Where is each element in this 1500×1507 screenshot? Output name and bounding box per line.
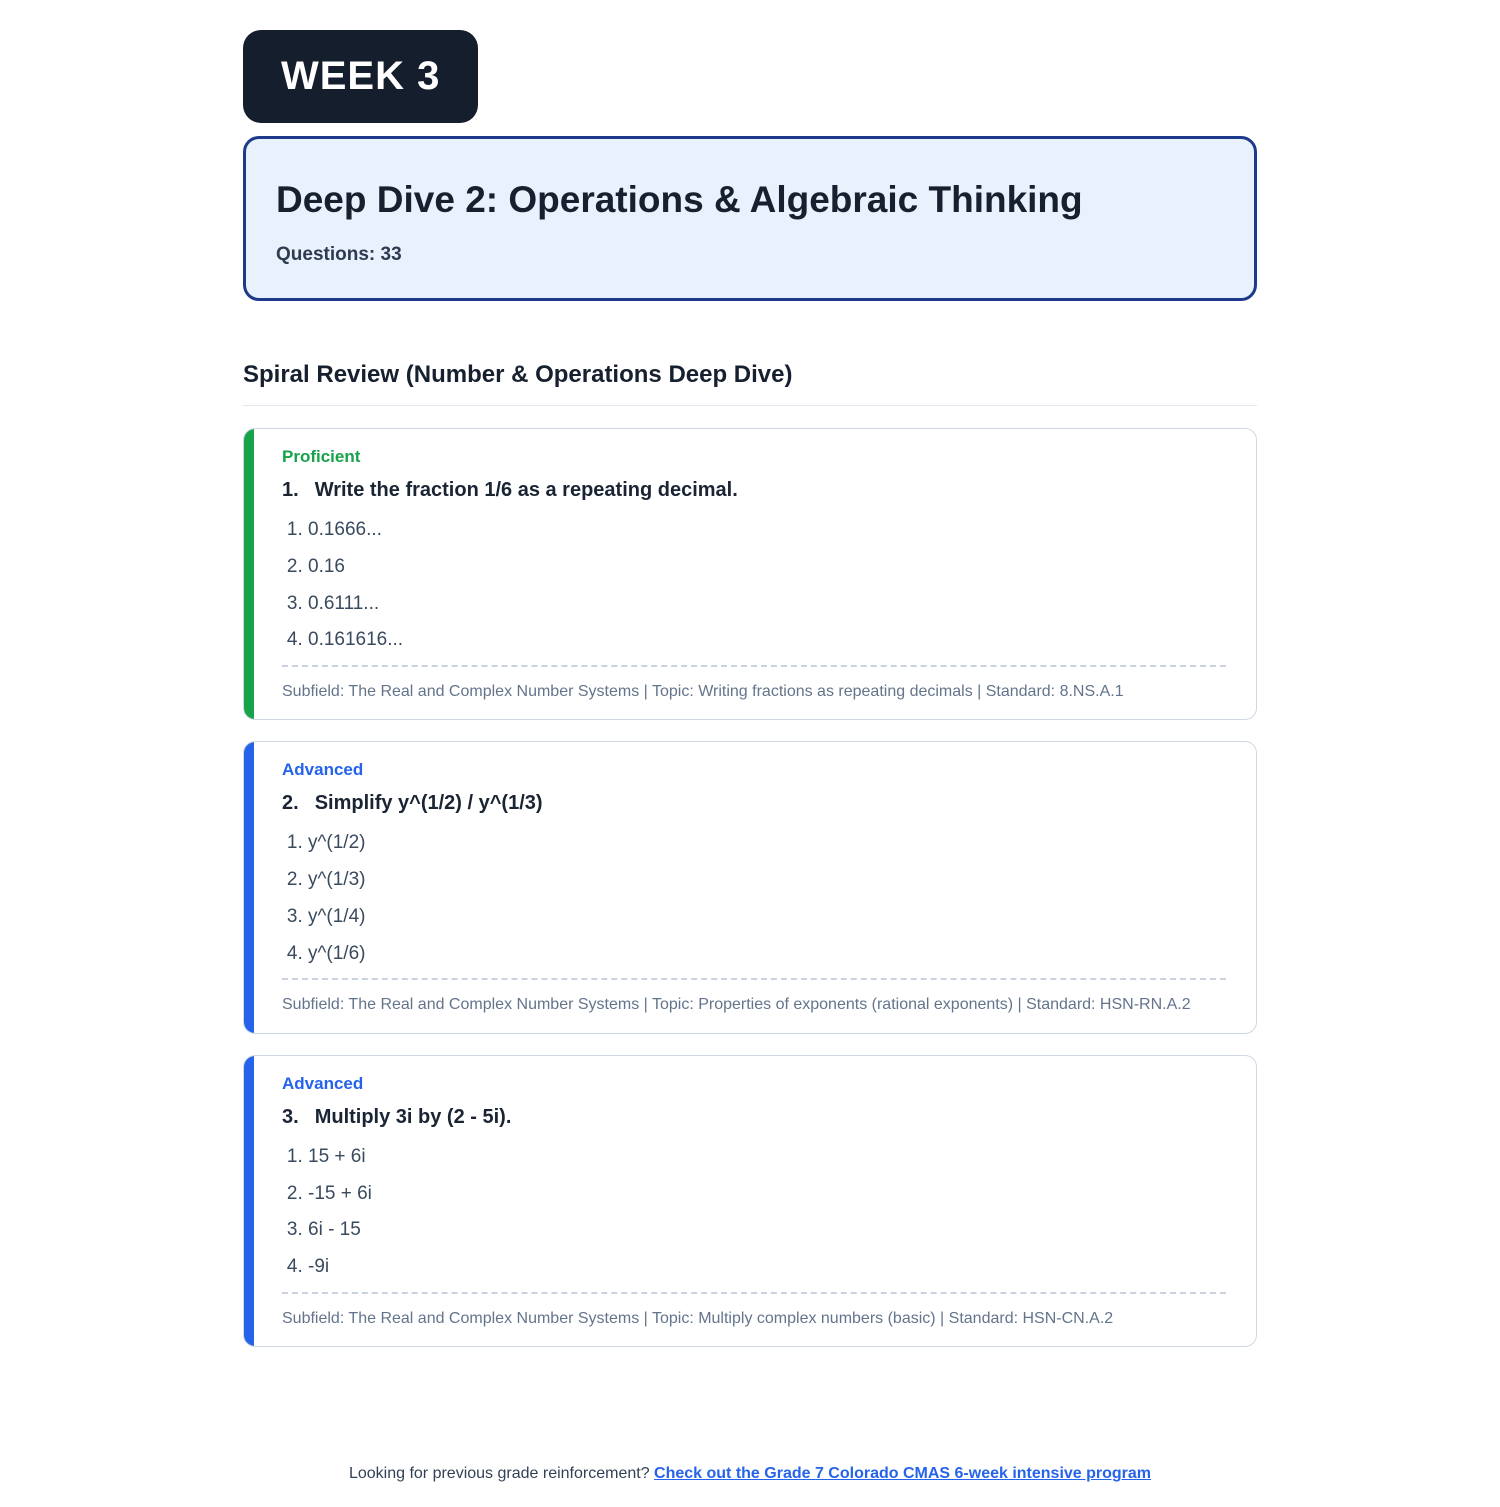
card-divider xyxy=(282,665,1226,667)
answer-option: 2. -15 + 6i xyxy=(308,1182,1226,1206)
question-number: 2. xyxy=(282,792,299,815)
difficulty-bar xyxy=(244,742,254,1032)
question-card-1 xyxy=(243,428,1257,720)
assignment-title: Deep Dive 2: Operations & Algebraic Thinking xyxy=(276,179,1083,220)
difficulty-bar xyxy=(244,429,254,719)
answer-option: 3. y^(1/4) xyxy=(308,905,1226,929)
answer-option: 4. -9i xyxy=(308,1255,1226,1279)
grade7-program-link[interactable]: Check out the Grade 7 Colorado CMAS 6-week intensive program xyxy=(654,1465,1152,1483)
question-text xyxy=(282,1106,1226,1129)
question-number: 3. xyxy=(282,1105,299,1128)
answer-option: 4. y^(1/6) xyxy=(308,942,1226,966)
answer-options xyxy=(282,831,1226,965)
answer-option: 1. 0.1666... xyxy=(308,518,1226,542)
question-metadata: Subfield: The Real and Complex Number Systems | Topic: Writing fractions as repeating decimals | Standard: 8.NS.A.1 xyxy=(282,683,1124,701)
question-metadata: Subfield: The Real and Complex Number Systems | Topic: Multiply complex numbers (basic) | Standard: HSN-CN.A.2 xyxy=(282,1309,1114,1327)
question-stem: Multiply 3i by (2 - 5i). xyxy=(314,1105,512,1128)
answer-option: 3. 0.6111... xyxy=(308,592,1226,616)
difficulty-badge: Advanced xyxy=(282,1073,364,1093)
week-badge: WEEK 3 xyxy=(243,30,478,123)
page-container xyxy=(243,0,1257,1507)
question-card-3 xyxy=(243,1055,1257,1347)
question-number: 1. xyxy=(282,479,299,502)
answer-option: 2. y^(1/3) xyxy=(308,868,1226,892)
assignment-header-card xyxy=(243,136,1257,301)
card-divider xyxy=(282,1292,1226,1294)
difficulty-badge: Advanced xyxy=(282,760,364,780)
question-text xyxy=(282,479,1226,502)
page-footer xyxy=(243,1465,1257,1507)
question-count: Questions: 33 xyxy=(276,244,402,266)
card-divider xyxy=(282,978,1226,980)
section-heading: Spiral Review (Number & Operations Deep Dive) xyxy=(243,361,1257,406)
question-text xyxy=(282,792,1226,815)
question-stem: Simplify y^(1/2) / y^(1/3) xyxy=(314,792,543,815)
answer-option: 1. y^(1/2) xyxy=(308,831,1226,855)
question-stem: Write the fraction 1/6 as a repeating decimal. xyxy=(314,479,738,502)
question-card-2 xyxy=(243,741,1257,1033)
question-metadata: Subfield: The Real and Complex Number Systems | Topic: Properties of exponents (rational exponents) | Standard: HSN-RN.A.2 xyxy=(282,996,1191,1014)
answer-option: 4. 0.161616... xyxy=(308,628,1226,652)
footer-text: Looking for previous grade reinforcement? xyxy=(348,1465,655,1483)
answer-option: 1. 15 + 6i xyxy=(308,1145,1226,1169)
answer-options xyxy=(282,518,1226,652)
difficulty-badge: Proficient xyxy=(282,447,361,467)
answer-option: 2. 0.16 xyxy=(308,555,1226,579)
answer-options xyxy=(282,1145,1226,1279)
difficulty-bar xyxy=(244,1056,254,1346)
answer-option: 3. 6i - 15 xyxy=(308,1218,1226,1242)
